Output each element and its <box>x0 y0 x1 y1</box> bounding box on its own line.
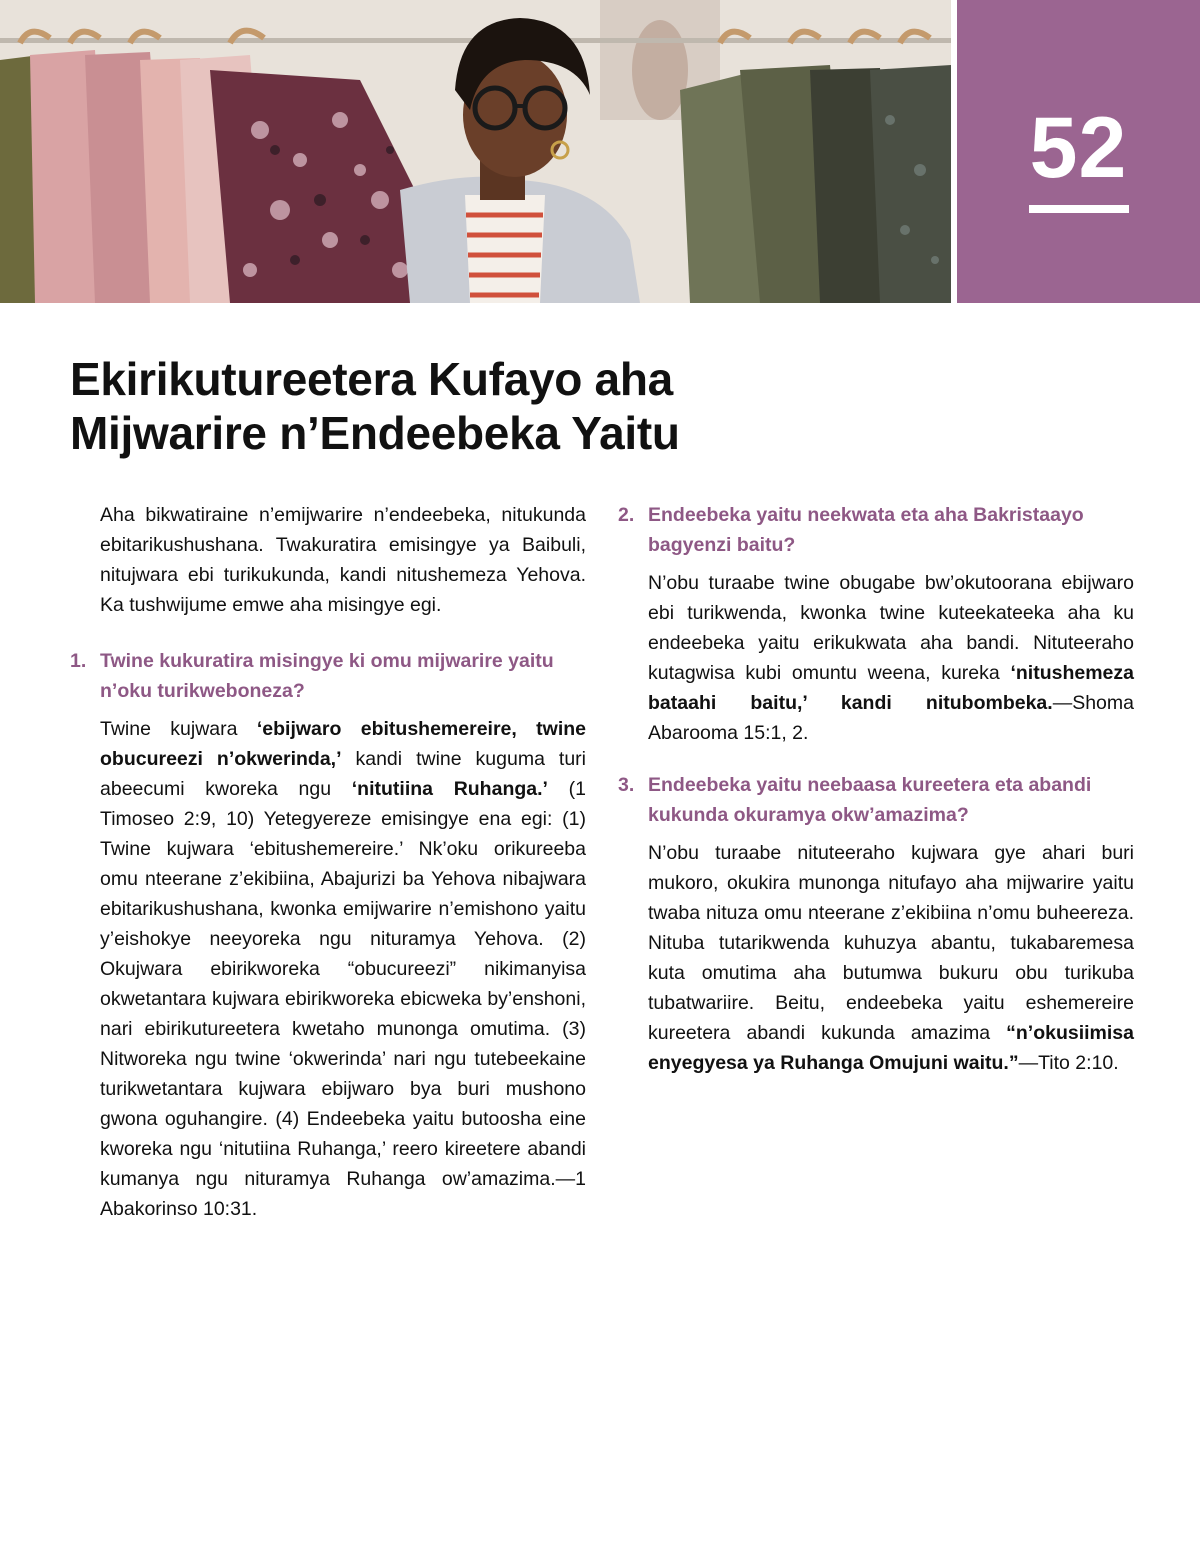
answer-3 <box>618 838 1134 1078</box>
question-1-text: Twine kukuratira misingye ki omu mijwarire yaitu n’oku turikweboneza? <box>100 650 554 702</box>
question-2-number: 2. <box>618 504 635 526</box>
question-3 <box>618 770 1134 830</box>
answer-3-part-1: N’obu turaabe nituteeraho kujwara gye ahari buri mukoro, okukira munonga nitufayo aha mijwarire yaitu twaba nituza omu nteerane z’ekibiina n’omu buheereza. Nituba tutarikwenda kuhuzya abantu, tukabaremesa kuta omutima aha butumwa bukuru obu turikuba tubatwariire. Beitu, endeebeka yaitu eshemereire kureetera abandi kukunda amazima <box>648 842 1134 1044</box>
right-column <box>618 500 1134 1100</box>
question-2 <box>618 500 1134 560</box>
answer-1-part-1: Twine kujwara <box>100 718 257 740</box>
left-column <box>70 500 586 1246</box>
answer-1-part-2: kandi twine kuguma turi abeecumi kworeka ngu <box>100 748 586 800</box>
lesson-title-line-1: Ekirikutureetera Kufayo aha <box>70 353 673 405</box>
header-photo <box>0 0 951 303</box>
answer-2 <box>618 568 1134 748</box>
lesson-title <box>70 352 970 460</box>
intro-paragraph: Aha bikwatiraine n’emijwarire n’endeebeka, nitukunda ebitarikushushana. Twakuratira emisingye ya Baibuli, nitujwara ebi turikukunda, kandi nitushemeza Yehova. Ka tushwijume emwe aha misingye egi. <box>100 504 586 616</box>
answer-1-bold-1: ‘ebijwaro ebitushemereire, twine obucureezi n’okwerinda,’ <box>100 718 587 770</box>
question-3-number: 3. <box>618 774 635 796</box>
question-2-text: Endeebeka yaitu neekwata eta aha Bakristaayo bagyenzi baitu? <box>648 504 1084 556</box>
lesson-title-line-2: Mijwarire n’Endeebeka Yaitu <box>70 407 680 459</box>
answer-1-bold-2: ‘nitutiina Ruhanga.’ <box>351 778 548 800</box>
lesson-number-tab <box>957 0 1200 303</box>
question-1-number: 1. <box>70 650 87 672</box>
answer-1 <box>70 714 586 1224</box>
woman-browsing-clothes-rack-photo <box>0 0 951 303</box>
answer-3-part-2: —Tito 2:10. <box>1018 1052 1119 1074</box>
question-3-text: Endeebeka yaitu neebaasa kureetera eta abandi kukunda okuramya okw’amazima? <box>648 774 1092 826</box>
answer-2-part-1: N’obu turaabe twine obugabe bw’okutoorana ebijwaro ebi turikwenda, kwonka twine kuteekateeka aha ku endeebeka yaitu erikukwata aha bandi. Nituteeraho kutagwisa kubi omuntu weena, kureka <box>648 572 1134 684</box>
answer-1-part-3: (1 Timoseo 2:9, 10) Yetegyereze emisingye ena egi: (1) Twine kujwara ‘ebitushemereire.’ Nk’oku orikureeba omu nteerane z’ekibiina, Abajurizi ba Yehova nibajwara ebitarikushushana, kwonka emijwarire n’emishono yaitu y’eishokye neeyoreka ngu nituramya Yehova. (2) Okujwara ebirikworeka “obucureezi” nikimanyisa okwetantara kujwara ebirikworeka ebicweka by’enshoni, nari ebirikutureetera kwetaho munonga omutima. (3) Nitworeka ngu twine ‘okwerinda’ nari ngu tutebeekaine turikwetantara kujwara ebijwaro bya buri mushono gwona oguhangire. (4) Endeebeka yaitu butoosha eine kworeka ngu ‘nitutiina Ruhanga,’ reero kireetere abandi kumanya ngu nituramya Ruhanga ow’amazima.—1 Abakorinso 10:31. <box>100 778 586 1220</box>
answer-2-part-2: —Shoma Abarooma 15:1, 2. <box>648 692 1134 744</box>
answer-2-bold-1: ‘nitushemeza bataahi baitu,’ kandi nitubombeka. <box>648 662 1134 714</box>
lesson-number-underline <box>1029 205 1129 213</box>
lesson-number: 52 <box>1029 100 1128 196</box>
question-1 <box>70 646 586 706</box>
answer-3-bold-1: “n’okusiimisa enyegyesa ya Ruhanga Omujuni waitu.” <box>648 1022 1134 1074</box>
